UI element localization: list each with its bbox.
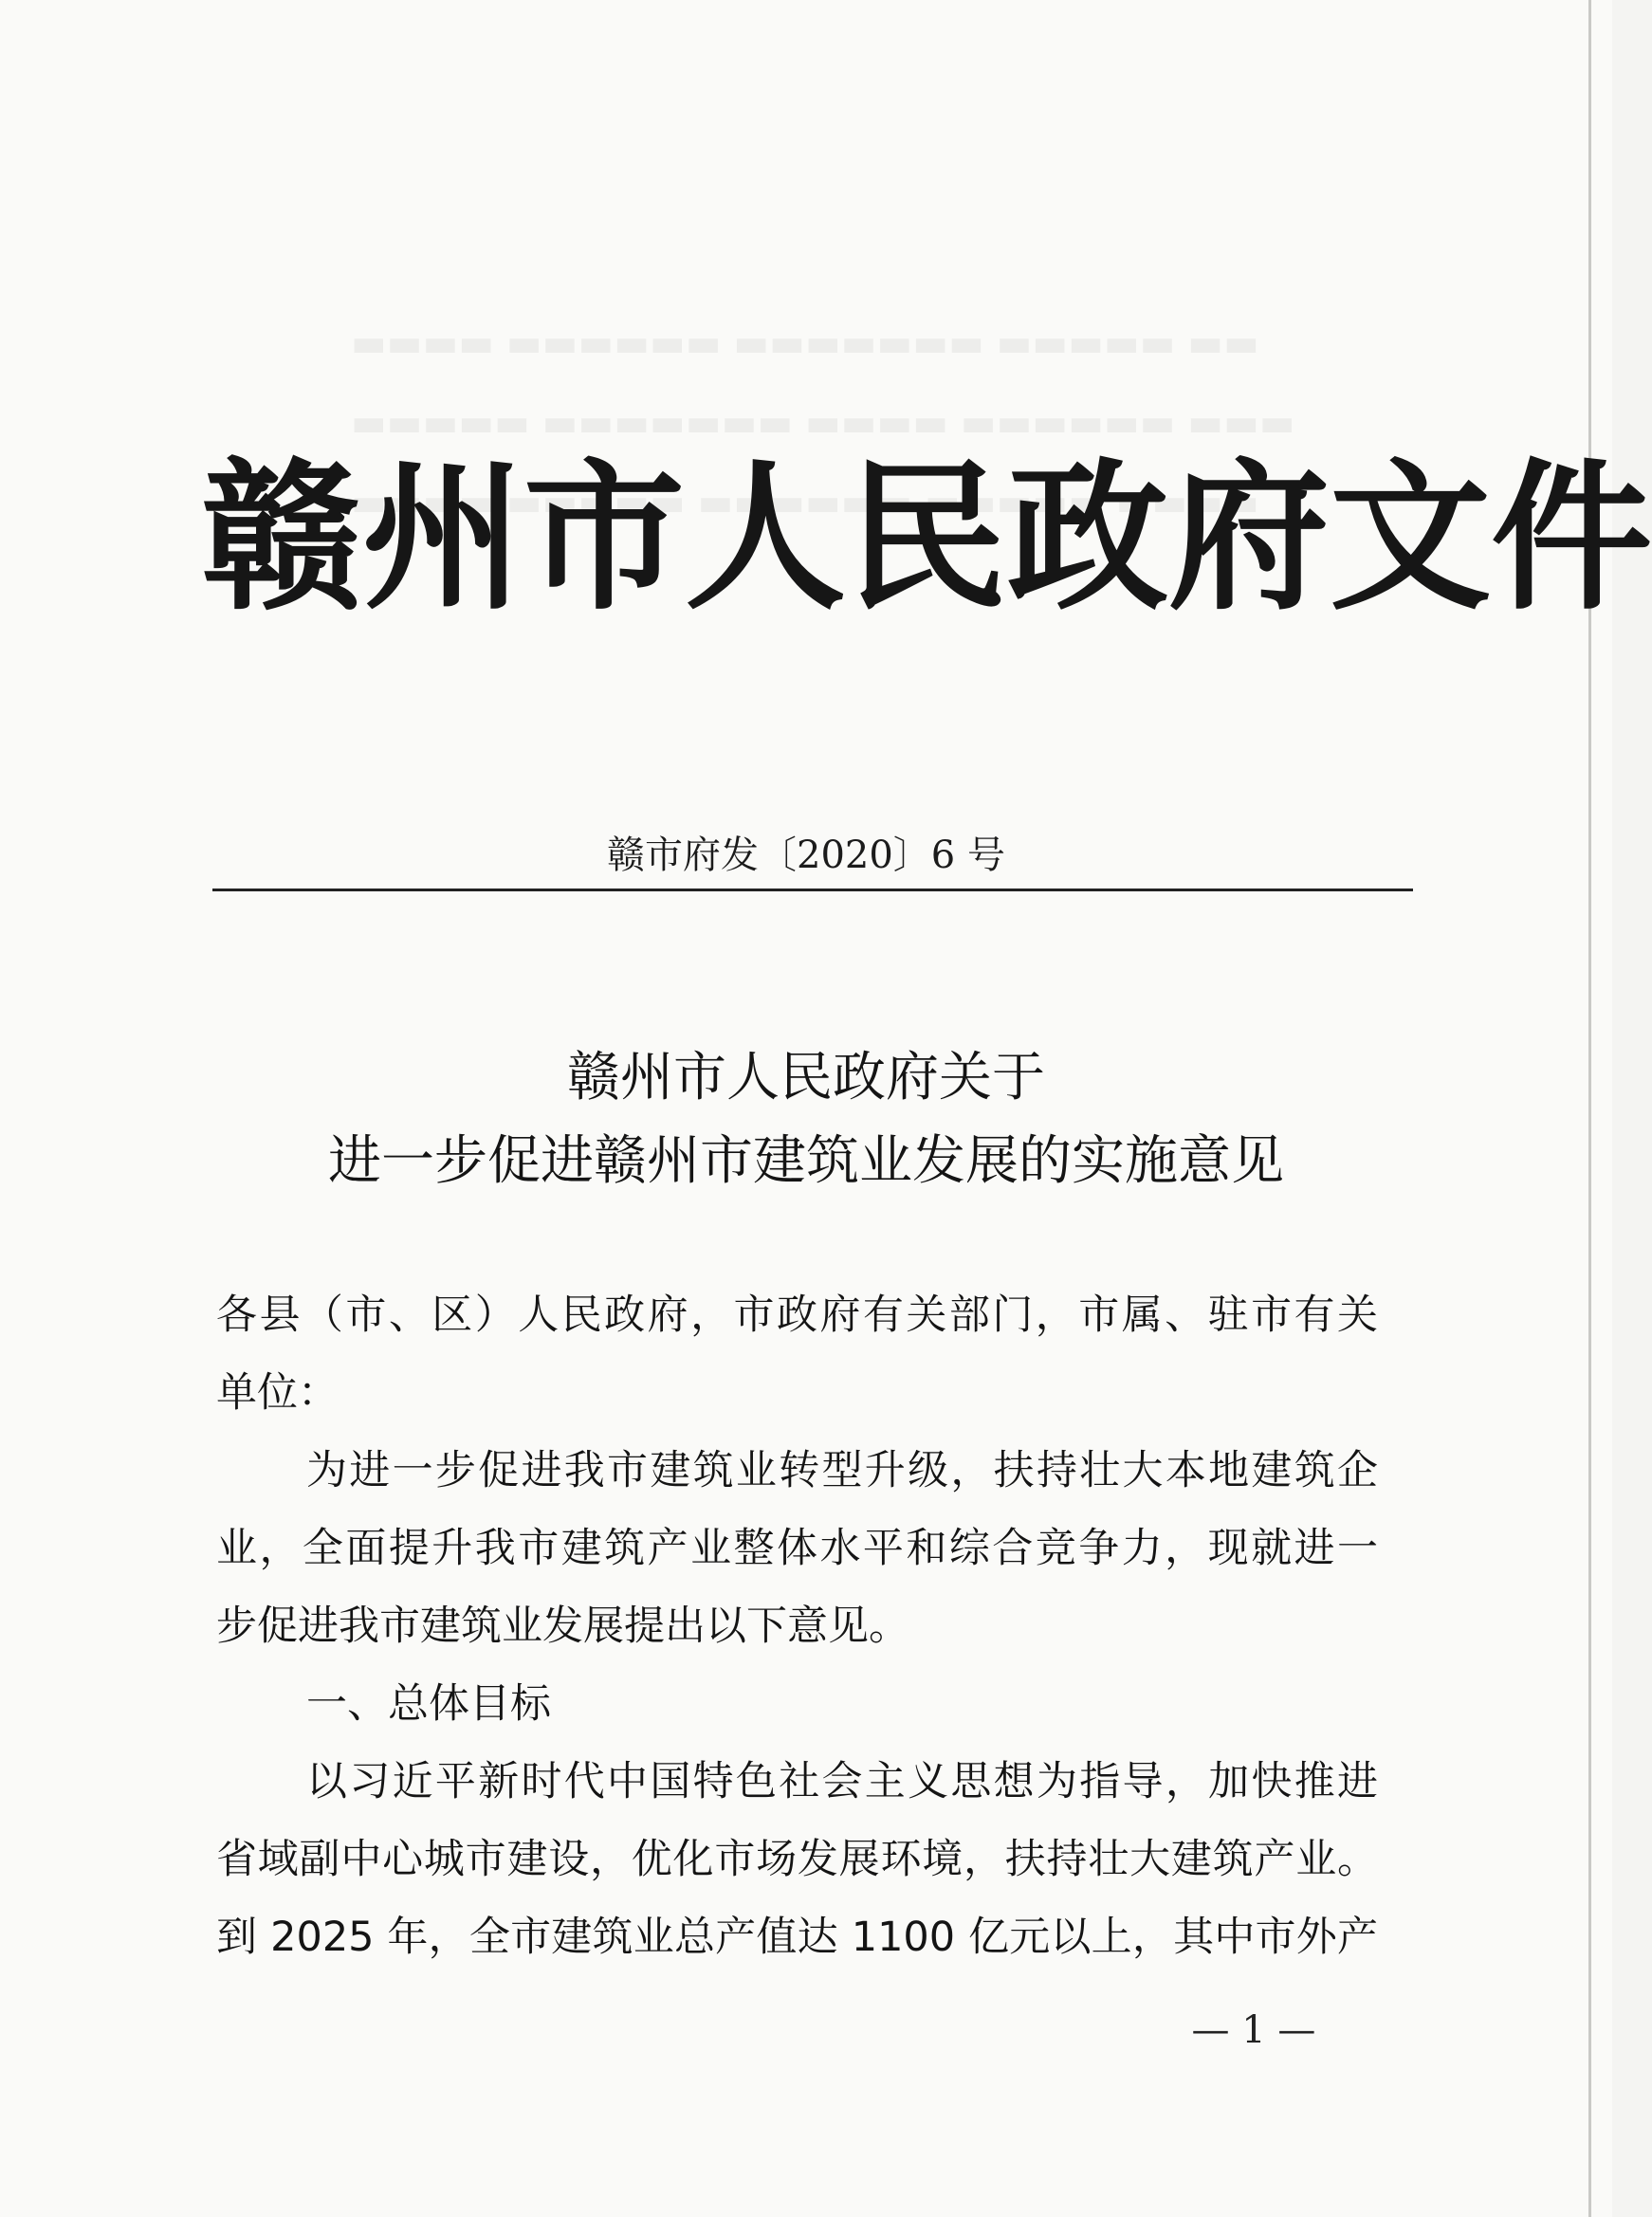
page-number: — 1 —	[1191, 2008, 1316, 2052]
paragraph-line: 到 2025 年，全市建筑业总产值达 1100 亿元以上，其中市外产	[216, 1914, 1378, 1961]
addressee-line: 单位：	[216, 1369, 339, 1417]
document-title-line-1: 赣州市人民政府关于	[567, 1047, 1045, 1108]
letterhead-char: 府	[1168, 445, 1331, 632]
document-title-line-2: 进一步促进赣州市建筑业发展的实施意见	[328, 1130, 1284, 1192]
paragraph-line: 业，全面提升我市建筑产业整体水平和综合竞争力，现就进一	[216, 1525, 1378, 1572]
paragraph-line: 省域副中心城市建设，优化市场发展环境，扶持壮大建筑产业。	[216, 1836, 1378, 1883]
paragraph-line: 步促进我市建筑业发展提出以下意见。	[216, 1603, 909, 1650]
letterhead-char: 文	[1330, 445, 1492, 632]
letterhead-char: 赣	[201, 445, 363, 632]
addressee-line: 各县（市、区）人民政府，市政府有关部门，市属、驻市有关	[216, 1292, 1378, 1339]
letterhead-char: 州	[362, 445, 524, 632]
header-rule-line	[212, 889, 1413, 891]
letterhead-title	[201, 444, 1652, 633]
letterhead-char: 人	[685, 445, 847, 632]
document-body	[216, 1276, 1378, 1976]
document-number: 赣市府发〔2020〕6 号	[607, 834, 1005, 877]
letterhead-char: 民	[846, 445, 1008, 632]
show-through-texture: ▬▬▬▬ ▬▬▬▬▬▬ ▬▬▬▬▬▬▬ ▬▬▬▬▬ ▬▬ ▬▬▬▬▬ ▬▬▬▬▬▬▬ ▬▬▬▬ ▬▬▬▬▬▬ ▬▬▬ ▬▬▬▬ ▬▬▬▬▬ ▬▬▬▬▬▬ ▬▬▬▬▬ ▬▬▬▬	[351, 321, 1295, 524]
paragraph-line: 为进一步促进我市建筑业转型升级，扶持壮大本地建筑企	[306, 1447, 1378, 1494]
letterhead-char: 政	[1007, 445, 1169, 632]
letterhead-char: 件	[1491, 445, 1652, 632]
letterhead-char: 市	[523, 445, 686, 632]
section-heading: 一、总体目标	[306, 1680, 551, 1728]
paragraph-line: 以习近平新时代中国特色社会主义思想为指导，加快推进	[306, 1758, 1378, 1805]
